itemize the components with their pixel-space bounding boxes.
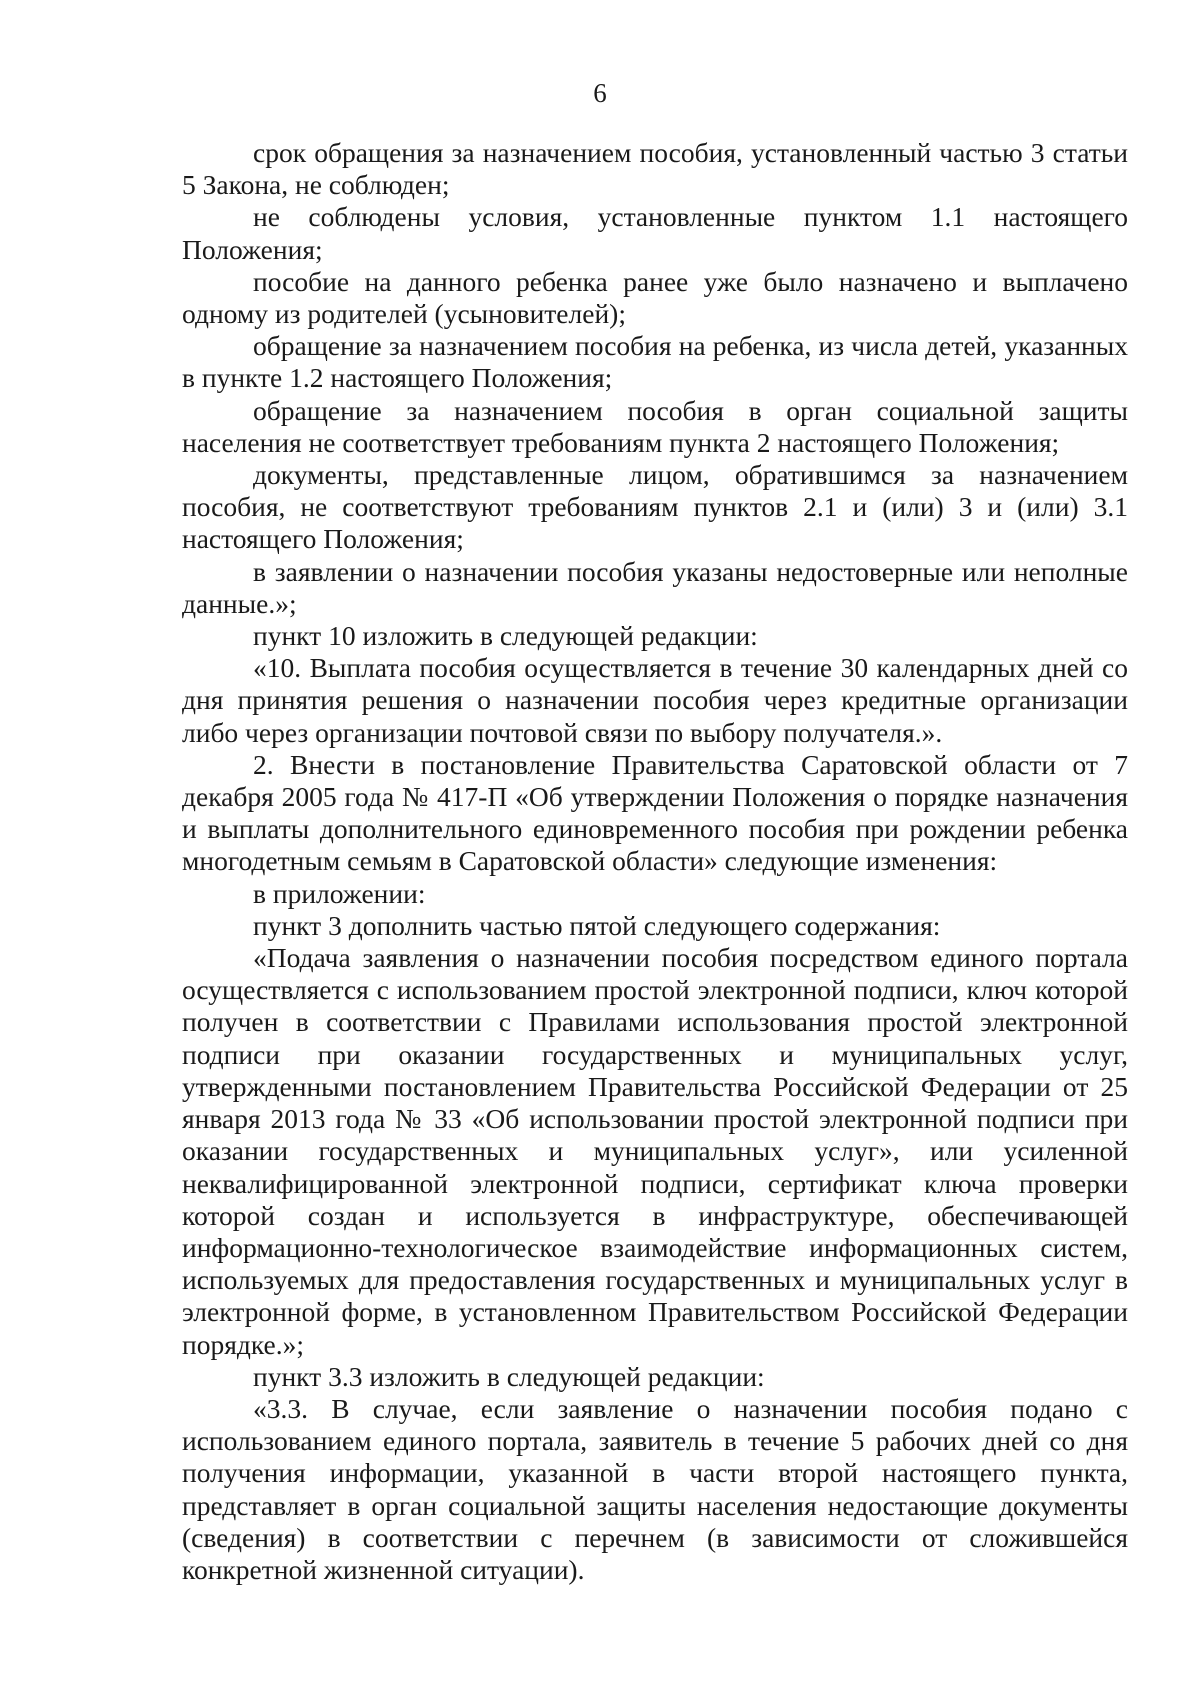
paragraph: «3.3. В случае, если заявление о назначении пособия подано с использованием единого портала, заявитель в течение 5 рабочих дней со дня получения информации, указанной в части второй настоящего пункта, представляет в орган социальной защиты населения недостающие документы (сведения) в соответствии с перечнем (в зависимости от сложившейся конкретной жизненной ситуации). (182, 1392, 1128, 1585)
document-body (182, 137, 1128, 1586)
paragraph: пособие на данного ребенка ранее уже было назначено и выплачено одному из родителей (усыновителей); (182, 265, 1128, 330)
paragraph: пункт 10 изложить в следующей редакции: (253, 620, 758, 652)
paragraph: обращение за назначением пособия на ребенка, из числа детей, указанных в пункте 1.2 настоящего Положения; (182, 330, 1128, 394)
paragraph: 2. Внести в постановление Правительства Саратовской области от 7 декабря 2005 года № 417-П «Об утверждении Положения о порядке назначения и выплаты дополнительного единовременного пособия при рождении ребенка многодетным семьям в Саратовской области» следующие изменения: (182, 748, 1128, 877)
paragraph: «10. Выплата пособия осуществляется в течение 30 календарных дней со дня принятия решения о назначении пособия через кредитные организации либо через организации почтовой связи по выбору получателя.». (182, 652, 1128, 748)
paragraph: документы, представленные лицом, обратившимся за назначением пособия, не соответствуют требованиям пунктов 2.1 и (или) 3 и (или) 3.1 настоящего Положения; (182, 459, 1128, 555)
paragraph: не соблюдены условия, установленные пунктом 1.1 настоящего Положения; (182, 201, 1128, 265)
paragraph: в заявлении о назначении пособия указаны недостоверные или неполные данные.»; (182, 555, 1128, 619)
page-number: 6 (593, 78, 607, 108)
paragraph: пункт 3.3 изложить в следующей редакции: (253, 1360, 765, 1392)
paragraph: «Подача заявления о назначении пособия посредством единого портала осуществляется с использованием простой электронной подписи, ключ которой получен в соответствии с Правилами использования простой электронной подписи при оказании государственных и муниципальных услуг, утвержденными постановлением Правительства Российской Федерации от 25 января 2013 года № 33 «Об использовании простой электронной подписи при оказании государственных и муниципальных услуг», или усиленной неквалифицированной электронной подписи, сертификат ключа проверки которой создан и используется в инфраструктуре, обеспечивающей информационно-технологическое взаимодействие информационных систем, используемых для предоставления государственных и муниципальных услуг в электронной форме, в установленном Правительством Российской Федерации порядке.»; (182, 942, 1128, 1360)
paragraph: в приложении: (253, 877, 426, 909)
paragraph: срок обращения за назначением пособия, установленный частью 3 статьи 5 Закона, не соблюден; (182, 137, 1128, 201)
paragraph: пункт 3 дополнить частью пятой следующего содержания: (253, 909, 941, 941)
paragraph: обращение за назначением пособия в орган социальной защиты населения не соответствует требованиям пункта 2 настоящего Положения; (182, 394, 1128, 458)
